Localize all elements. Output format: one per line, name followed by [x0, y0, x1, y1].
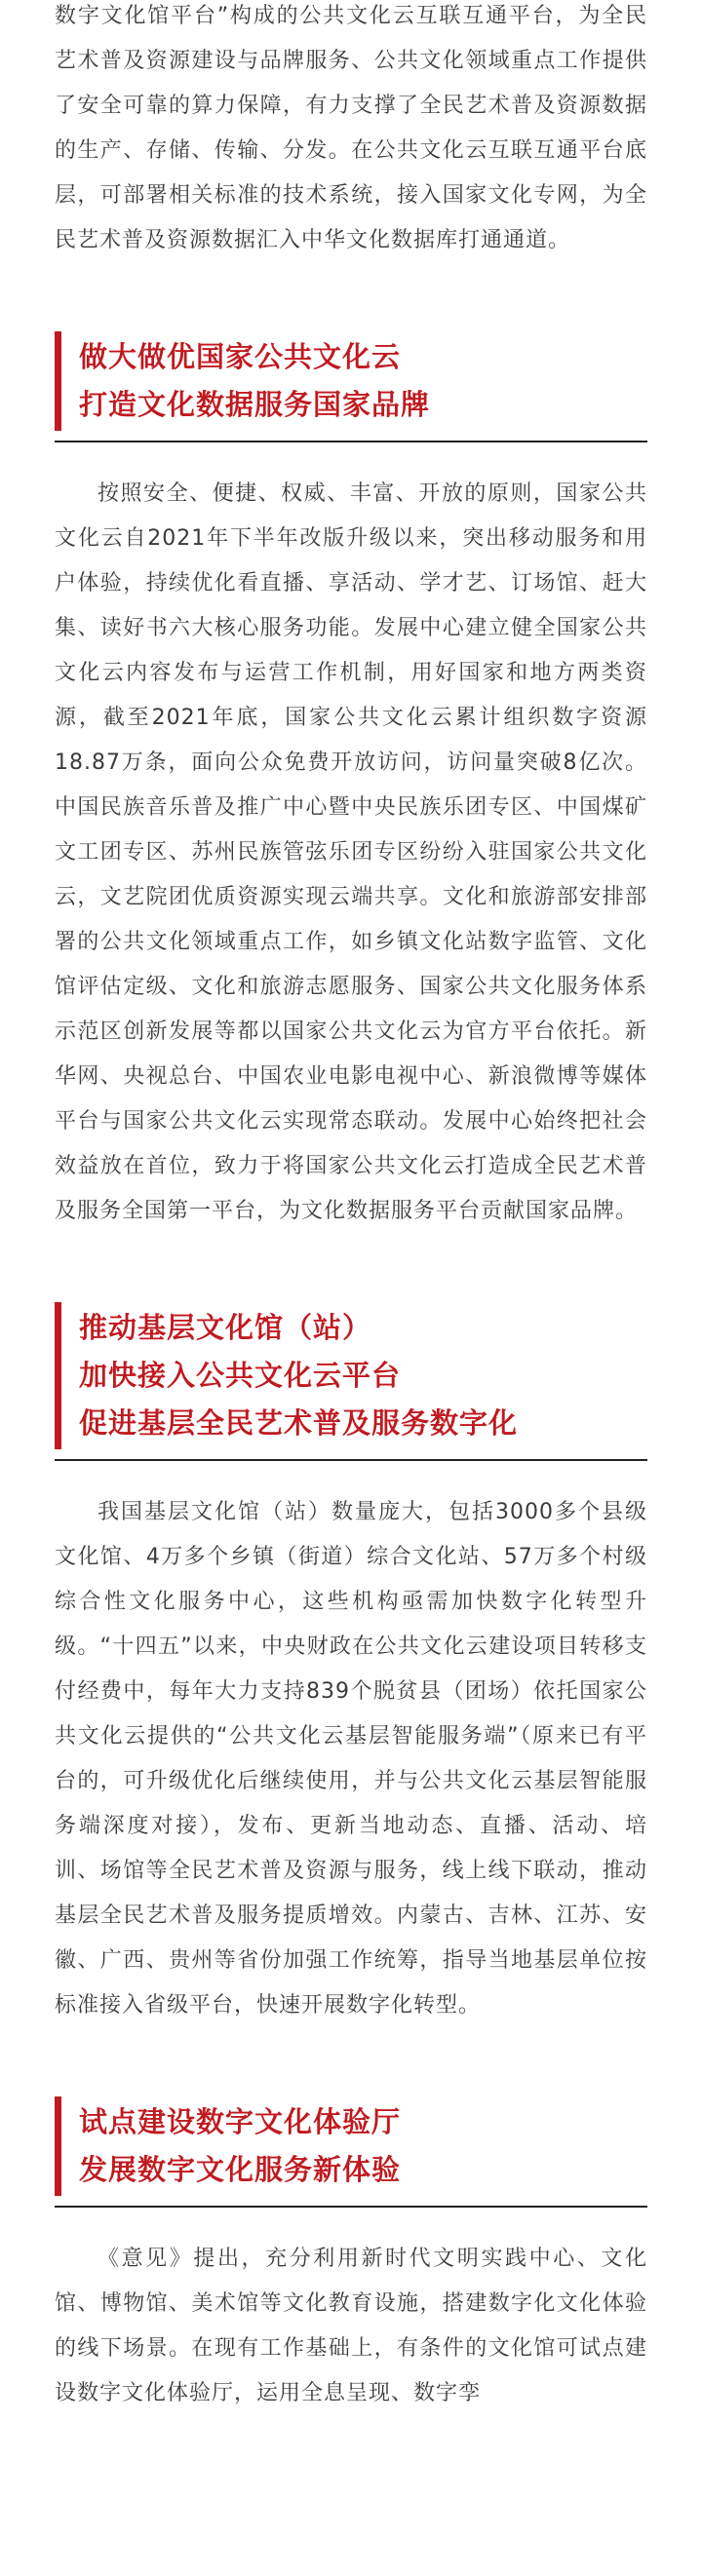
- section-divider: [55, 1459, 647, 1461]
- section-heading-line: 打造文化数据服务国家品牌: [79, 388, 431, 421]
- section-heading-line: 推动基层文化馆（站）: [79, 1311, 372, 1344]
- section-heading-3: [55, 2096, 647, 2208]
- section-heading-line: 发展数字文化服务新体验: [79, 2153, 402, 2186]
- section-2-paragraph: 我国基层文化馆（站）数量庞大，包括3000多个县级文化馆、4万多个乡镇（街道）综合文化站、57万多个村级综合性文化服务中心，这些机构亟需加快数字化转型升级。“十四五”以来，中央财政在公共文化云建设项目转移支付经费中，每年大力支持839个脱贫县（团场）依托国家公共文化云提供的“公共文化云基层智能服务端”（原来已有平台的，可升级优化后继续使用，并与公共文化云基层智能服务端深度对接），发布、更新当地动态、直播、活动、培训、场馆等全民艺术普及资源与服务，线上线下联动，推动基层全民艺术普及服务提质增效。内蒙古、吉林、江苏、安徽、广西、贵州等省份加强工作统筹，指导当地基层单位按标准接入省级平台，快速开展数字化转型。: [55, 1500, 647, 2018]
- section-heading-line: 试点建设数字文化体验厅: [79, 2105, 402, 2138]
- section-heading-line: 做大做优国家公共文化云: [79, 340, 402, 373]
- section-divider: [55, 441, 647, 442]
- section-heading-line: 促进基层全民艺术普及服务数字化: [79, 1406, 519, 1440]
- section-1-paragraph: 按照安全、便捷、权威、丰富、开放的原则，国家公共文化云自2021年下半年改版升级以来，突出移动服务和用户体验，持续优化看直播、享活动、学才艺、订场馆、赶大集、读好书六大核心服务功能。发展中心建立健全国家公共文化云内容发布与运营工作机制，用好国家和地方两类资源，截至2021年底，国家公共文化云累计组织数字资源18.87万条，面向公众免费开放访问，访问量突破8亿次。中国民族音乐普及推广中心暨中央民族乐团专区、中国煤矿文工团专区、苏州民族管弦乐团专区纷纷入驻国家公共文化云，文艺院团优质资源实现云端共享。文化和旅游部安排部署的公共文化领域重点工作，如乡镇文化站数字监管、文化馆评估定级、文化和旅游志愿服务、国家公共文化服务体系示范区创新发展等都以国家公共文化云为官方平台依托。新华网、央视总台、中国农业电影电视中心、新浪微博等媒体平台与国家公共文化云实现常态联动。发展中心始终把社会效益放在首位，致力于将国家公共文化云打造成全民艺术普及服务全国第一平台，为文化数据服务平台贡献国家品牌。: [55, 481, 647, 1223]
- section-heading-box: [55, 331, 647, 431]
- section-heading-2: [55, 1302, 647, 1461]
- section-divider: [55, 2206, 647, 2208]
- section-3-paragraph: 《意见》提出，充分利用新时代文明实践中心、文化馆、博物馆、美术馆等文化教育设施，搭建数字化文化体验的线下场景。在现有工作基础上，有条件的文化馆可试点建设数字文化体验厅，运用全息呈现、数字孪: [55, 2247, 647, 2405]
- section-heading-1: [55, 331, 647, 442]
- section-heading-box: [55, 2096, 647, 2196]
- intro-paragraph: 数字文化馆平台”构成的公共文化云互联互通平台，为全民艺术普及资源建设与品牌服务、公共文化领域重点工作提供了安全可靠的算力保障，有力支撑了全民艺术普及资源数据的生产、存储、传输、分发。在公共文化云互联互通平台底层，可部署相关标准的技术系统，接入国家文化专网，为全民艺术普及资源数据汇入中华文化数据库打通通道。: [55, 4, 647, 252]
- section-heading-line: 加快接入公共文化云平台: [79, 1359, 402, 1392]
- section-heading-box: [55, 1302, 647, 1449]
